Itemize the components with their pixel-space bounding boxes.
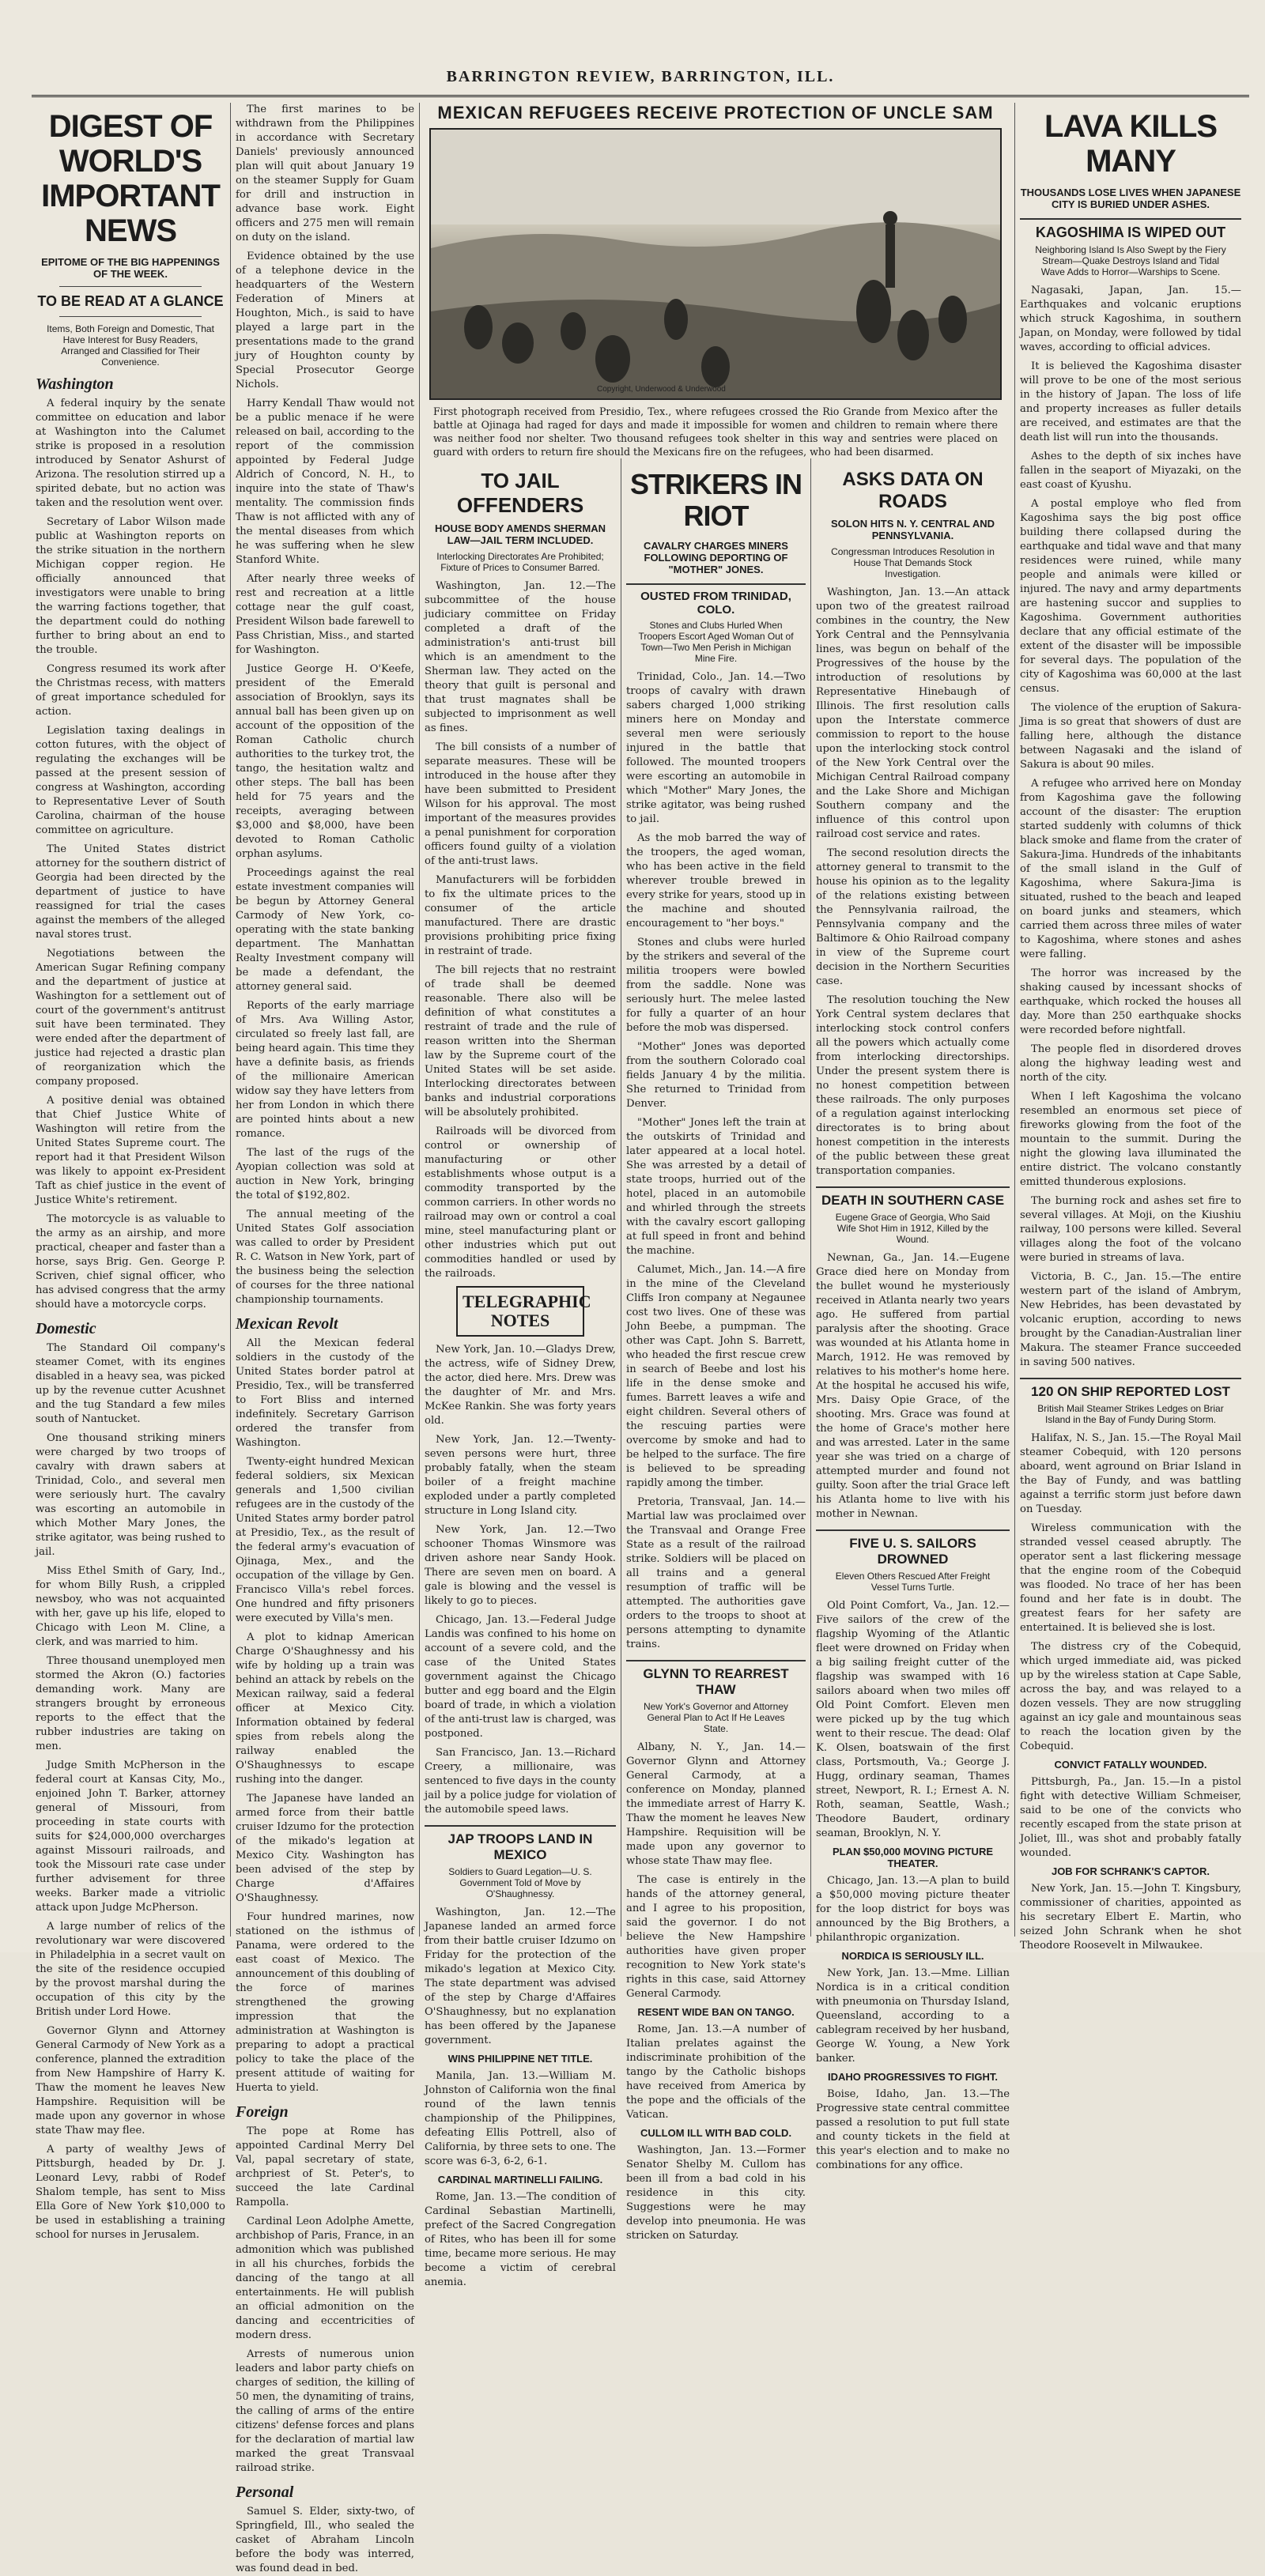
- article-paragraph: The annual meeting of the United States Golf association was called to order by President R. C. Watson in New York, part of the business being the selection of courses for the three national championship tournaments.: [236, 1209, 414, 1306]
- subheadline: TO BE READ AT A GLANCE: [37, 293, 224, 309]
- headline-sailors-drowned: FIVE U. S. SAILORS DROWNED: [816, 1529, 1010, 1567]
- article-paragraph: The Japanese have landed an armed force from their battle cruiser Idzumo for the protection of the mikado's legation at Mexico City. Washington has been advised of the step by Charge d'Affaires O'Shaughnessy.: [236, 1793, 414, 1904]
- article-paragraph: As the mob barred the way of the troopers, the aged woman, who has been active in the field wherever trouble brewed in every strike for years, stood up in the machine and shouted encouragement to "her boys.": [626, 832, 806, 930]
- deck: Stones and Clubs Hurled When Troopers Escort Aged Woman Out of Town—Two Men Perish in Michigan Mine Fire.: [638, 620, 794, 664]
- refugee-camp-photo: [429, 128, 1002, 400]
- article-paragraph: Trinidad, Colo., Jan. 14.—Two troops of cavalry with drawn sabers charged 1,000 striking miners here on Monday and several men were seriously injured in the battle that followed. The mounted troopers were escorting an automobile in which "Mother" Mary Jones, the strike agitator, was being rushed to jail.: [626, 671, 806, 825]
- article-paragraph: Proceedings against the real estate investment companies will be begun by Attorney General Carmody of New York, co-operating with the state banking department. The Manhattan Realty Investment company will be made a defendant, the attorney general said.: [236, 867, 414, 993]
- subheadline: KAGOSHIMA IS WIPED OUT: [1020, 218, 1241, 241]
- deck: CULLOM ILL WITH BAD COLD.: [640, 2127, 792, 2139]
- column-rule: [230, 103, 231, 1937]
- article-paragraph: "Mother" Jones left the train at the outskirts of Trinidad and later appeared at a local hotel. She was arrested by a detail of state troops, hurried out of the hotel, placed in an automobile and whirled through the streets with the cavalry escort galloping at full speed in front and behind the machine.: [626, 1117, 806, 1257]
- article-paragraph: It is believed the Kagoshima disaster will prove to be one of the most serious in the history of Japan. The loss of life and property increases as fuller details are received, and estimates are that the death list will run into the thousands.: [1020, 360, 1241, 443]
- article-paragraph: Stones and clubs were hurled by the strikers and several of the militia troopers were bowled from the saddle. None was seriously hurt. The melee lasted for fully a quarter of an hour before the mob was dispersed.: [626, 937, 806, 1034]
- article-paragraph: Congress resumed its work after the Christmas recess, with matters of great importance scheduled for action.: [36, 663, 225, 718]
- article-paragraph: Washington, Jan. 13.—Former Senator Shelby M. Cullom has been ill from a bad cold in his residence in this city. Suggestions were he may develop into pneumonia. He was stricken on Saturday.: [626, 2144, 806, 2242]
- article-paragraph: Arrests of numerous union leaders and labor party chiefs on charges of sedition, the killing of 50 men, the dynamiting of trains, the calling of arms of the entire citizens' defense forces and plans for the declaration of martial law marked the great Transvaal railroad strike.: [236, 2348, 414, 2474]
- article-paragraph: Four hundred marines, now stationed on the isthmus of Panama, were ordered to the east coast of Mexico. The announcement of this doubling of the force of marines strengthened the growing impression that the administration at Washington is preparing to adopt a practical policy to take the place of the present attitude of waiting for Huerta to yield.: [236, 1911, 414, 2094]
- article-paragraph: The last of the rugs of the Ayopian collection was sold at auction in New York, bringing the total of $192,802.: [236, 1147, 414, 1201]
- deck: Eugene Grace of Georgia, Who Said Wife Shot Him in 1912, Killed by the Wound.: [835, 1212, 991, 1245]
- article-paragraph: Miss Ethel Smith of Gary, Ind., for whom Billy Rush, a crippled newsboy, who was not acquainted with her, gave up his life, eloped to Chicago with Leon M. Cline, a clerk, and was married to him.: [36, 1565, 225, 1648]
- article-paragraph: The bill rejects that no restraint of trade shall be deemed reasonable. There also will be definition of what constitutes a restraint of trade and the rule of reason written into the Sherman law by the Supreme court of the United States will be set aside. Interlocking directorates between banks and industrial corporations will be absolutely prohibited.: [425, 964, 616, 1118]
- article-paragraph: Cardinal Leon Adolphe Amette, archbishop of Paris, France, in an admonition which was published in all his churches, forbids the dancing of the tango at all entertainments. He will publish an official admonition on the dancing and eccentricities of modern dress.: [236, 2216, 415, 2341]
- article-paragraph: Calumet, Mich., Jan. 14.—A fire in the mine of the Cleveland Cliffs Iron company at Negaunee cost two lives. One of these was John Beebe, a pumpman. The other was Capt. John S. Barrett, who headed the first rescue crew in search of Beebe and lost his life in the dense smoke and fumes. Barrett leaves a wife and eight children. Several others of the rescuing parties were overcome by smoke and had to be helped to the surface. The fire is believed to be spreading rapidly among the timber.: [626, 1264, 806, 1489]
- column-roads: [816, 462, 1010, 2171]
- article-paragraph: Secretary of Labor Wilson made public at Washington reports on the strike situation in the northern Michigan copper region. He officially announced that investigators were unable to bring the warring factions together, that the department could do nothing further to bring about an end to the trouble.: [36, 516, 225, 656]
- deck: Items, Both Foreign and Domestic, That Have Interest for Busy Readers, Arranged and Classified for Their Convenience.: [47, 323, 214, 368]
- article-paragraph: The pope at Rome has appointed Cardinal Merry Del Val, papal secretary of state, archpriest of St. Peter's, to succeed the late Cardinal Rampolla.: [236, 2125, 414, 2208]
- deck: JOB FOR SCHRANK'S CAPTOR.: [1051, 1865, 1210, 1877]
- section-heading: Foreign: [236, 2103, 289, 2121]
- article-paragraph: A positive denial was obtained that Chief Justice White of Washington will retire from the United States Supreme court. The report had it that President Wilson was likely to appoint ex-President Taft as chief justice in the event of Justice White's retirement.: [36, 1095, 225, 1206]
- article-paragraph: New York, Jan. 15.—John T. Kingsbury, commissioner of charities, appointed as his secretary Elbert E. Martin, who seized John Schrank when he shot Theodore Roosevelt in Milwaukee.: [1020, 1883, 1241, 1952]
- column-lava: [1020, 103, 1241, 1952]
- article-paragraph: Reports of the early marriage of Mrs. Ava Willing Astor, circulated so freely last fall, are being heard again. This time they have a definite basis, as friends of the millionaire American widow say they have letters from her from London in which there are pointed hints about a new romance.: [236, 1000, 414, 1140]
- article-paragraph: Pretoria, Transvaal, Jan. 14.—Martial law was proclaimed over the Transvaal and Orange Free State as a result of the railroad strike. Soldiers will be placed on all trains and a general resumption of traffic will be attempted. The authorities gave orders to the troops to shoot at persons attempting to dynamite trains.: [626, 1496, 806, 1650]
- divider: [59, 316, 202, 317]
- article-paragraph: Nagasaki, Japan, Jan. 15.—Earthquakes and volcanic eruptions which struck Kagoshima, in southern Japan, on Monday, were followed by tidal waves, according to official advices.: [1020, 285, 1241, 353]
- deck: Soldiers to Guard Legation—U. S. Government Told of Move by O'Shaughnessy.: [448, 1866, 592, 1899]
- deck: CAVALRY CHARGES MINERS FOLLOWING DEPORTING OF "MOTHER" JONES.: [644, 540, 788, 575]
- deck: PLAN $50,000 MOVING PICTURE THEATER.: [833, 1846, 993, 1869]
- article-paragraph: Samuel S. Elder, sixty-two, of Springfield, Ill., who sealed the casket of Abraham Lincoln before the body was interred, was found dead in bed.: [236, 2506, 414, 2574]
- article-paragraph: Rome, Jan. 13.—The condition of Cardinal Sebastian Martinelli, prefect of the Sacred Congregation of Rites, who has been ill for some time, became more serious. He may become a victim of cerebral anemia.: [425, 2191, 616, 2288]
- article-paragraph: Railroads will be divorced from control or ownership of manufacturing or other establishments whose output is a commodity transported by the common carriers. In other words no railroad may own or control a coal mine, steel manufacturing plant or other industries which put out commodities handled or used by the railroads.: [425, 1126, 616, 1280]
- article-paragraph: A party of wealthy Jews of Pittsburgh, headed by Dr. J. Leonard Levy, rabbi of Rodef Shalom temple, has sent to Miss Ella Gore of New York $10,000 to be used in establishing a training school for nurses in Jerusalem.: [36, 2144, 225, 2241]
- photo-credit: Copyright, Underwood & Underwood: [597, 385, 726, 394]
- photo-feature: [419, 103, 1012, 458]
- article-paragraph: New York, Jan. 12.—Twenty-seven persons were hurt, three probably fatally, when the steam boiler of a freight machine exploded under a partly completed structure in Long Island city.: [425, 1434, 616, 1517]
- photo-illustration: [431, 130, 1000, 398]
- deck: Interlocking Directorates Are Prohibited; Fixture of Prices to Consumer Barred.: [436, 551, 604, 573]
- article-paragraph: All the Mexican federal soldiers in the custody of the United States border patrol at Presidio, Tex., will be transferred to Fort Bliss and interned indefinitely. Secretary Garrison ordered the transfer from Washington.: [236, 1337, 414, 1449]
- article-paragraph: Washington, Jan. 12.—The subcommittee of the house judiciary committee on Friday completed a draft of the administration's anti-trust bill which is an amendment to the Sherman law. They acted on the theory that guilt is personal and that trust magnates shall be subjected to imprisonment as well as fines.: [425, 580, 616, 734]
- article-paragraph: A postal employe who fled from Kagoshima says the big post office building there collapsed during the earthquake and tidal wave and that many residences were ruined, while many people and animals were killed or injured. The navy and army departments are hastening succor and supplies to Kagoshima. Government authorities declare that any official estimate of the extent of the disaster will be impossible for several days. The population of the city of Kagoshima was 60,000 at the last census.: [1020, 498, 1241, 695]
- article-paragraph: Pittsburgh, Pa., Jan. 15.—In a pistol fight with detective William Schmeiser, said to be one of the convicts who recently escaped from the state prison at Joliet, Ill., was shot and probably fatally wounded.: [1020, 1776, 1241, 1859]
- section-heading: Domestic: [36, 1320, 96, 1337]
- article-paragraph: Governor Glynn and Attorney General Carmody of New York as a conference, planned the extradition from New Hampshire of Harry K. Thaw the moment he leaves New Hampshire. Requisition will be made upon any governor in whose state Thaw may flee.: [36, 2025, 225, 2137]
- article-paragraph: Albany, N. Y., Jan. 14.—Governor Glynn and Attorney General Carmody, at a conference on Monday, planned the immediate arrest of Harry K. Thaw the moment he leaves New Hampshire. Requisition will be made upon any governor to whose state Thaw may flee.: [626, 1741, 806, 1867]
- column-rule: [1014, 103, 1015, 1937]
- section-heading: Washington: [36, 375, 114, 393]
- deck: NORDICA IS SERIOUSLY ILL.: [841, 1950, 984, 1962]
- article-paragraph: Ashes to the depth of six inches have fallen in the seaport of Miyazaki, on the east coast of Kyushu.: [1020, 451, 1241, 491]
- article-paragraph: The Standard Oil company's steamer Comet, with its engines disabled in a heavy sea, was picked up by the revenue cutter Acushnet and the tug Standard a few miles south of Nantucket.: [36, 1342, 225, 1425]
- deck: WINS PHILIPPINE NET TITLE.: [447, 2053, 593, 2065]
- article-paragraph: After nearly three weeks of rest and recreation at a little cottage near the gulf coast, President Wilson bade farewell to Pass Christian, Miss., and started for Washington.: [236, 573, 414, 656]
- article-paragraph: New York, Jan. 10.—Gladys Drew, the actress, wife of Sidney Drew, the actor, died here. Mrs. Drew was the daughter of Mr. and Mrs. McKee Rankin. She was forty years old.: [425, 1344, 616, 1427]
- article-paragraph: A refugee who arrived here on Monday from Kagoshima gave the following account of the disaster: The eruption started suddenly with columns of thick black smoke and flame from the crater of Sakura-Jima. Hundreds of the inhabitants of the small island in the Gulf of Kagoshima, where Sakura-Jima is situated, rushed to the beach and leaped on board junks and steamers, which carried them across three miles of water to Kagoshima, where stones and ashes were falling.: [1020, 778, 1241, 960]
- column-rule: [810, 458, 811, 1937]
- deck: CONVICT FATALLY WOUNDED.: [1054, 1759, 1207, 1771]
- column-jail-offenders: [425, 462, 616, 2288]
- headline-jap-troops: JAP TROOPS LAND IN MEXICO: [425, 1825, 616, 1863]
- article-paragraph: A large number of relics of the revolutionary war were discovered in Philadelphia in a secret vault on the site of the residence occupied by the provost marshal during the occupation of this city by the British under Lord Howe.: [36, 1921, 225, 2018]
- article-paragraph: Washington, Jan. 13.—An attack upon two of the greatest railroad combines in the country, the New York Central and the Pennsylvania lines, was begun on behalf of the Progressives of the house by the introduction of resolutions by Representative Hinebaugh of Illinois. The first resolution calls upon the Interstate commerce commission to report to the house upon the interlocking stock control of the New York Central over the Michigan Central Railroad company and the Lake Shore and Michigan Southern company and the influence of this control upon railroad cost service and rates.: [816, 586, 1010, 840]
- article-paragraph: Newnan, Ga., Jan. 14.—Eugene Grace died here on Monday from the bullet wound he mysteriously received in Atlanta nearly two years ago. He suffered from partial paralysis after the shooting. Grace was wounded at his Atlanta home in March, 1912. He was removed by relatives to his mother's home here. At the hospital he accused his wife, Mrs. Daisy Opie Grace, of the shooting. Mrs. Grace was found at the home of Grace's mother here and was arrested. Later in the same year she was tried on a charge of attempted murder and found not guilty. Soon after the trial Grace left his Atlanta home to live with his mother in Newnan.: [816, 1252, 1010, 1520]
- article-paragraph: The bill consists of a number of separate measures. These will be introduced in the house after they have been submitted to President Wilson for his approval. The most important of the measures provides a penal punishment for corporation officers found guilty of a violation of the anti-trust laws.: [425, 741, 616, 867]
- photo-caption: First photograph received from Presidio, Tex., where refugees crossed the Rio Grande from Mexico after the battle at Ojinaga had raged for days and made it impossible for women and children to remain where there was neither food nor shelter. Two thousand refugees took shelter in this way and sentries were placed on guard with orders to return fire should the Mexicans fire on the refugees, who had been disarmed.: [433, 405, 998, 458]
- article-paragraph: A federal inquiry by the senate committee on education and labor at Washington into the Calumet strike is proposed in a resolution introduced by Senator Ashurst of Arizona. The resolution stirred up a spirited debate, but no action was taken and the resolution went over.: [36, 398, 225, 509]
- headline-ship-lost: 120 ON SHIP REPORTED LOST: [1020, 1378, 1241, 1400]
- article-paragraph: Boise, Idaho, Jan. 13.—The Progressive state central committee passed a resolution to put full state and county tickets in the field at this year's election and to make no combinations for any office.: [816, 2088, 1010, 2171]
- deck: Neighboring Island Is Also Swept by the Fiery Stream—Quake Destroys Island and Tidal Wave Adds to Horror—Warships to Scene.: [1035, 244, 1226, 277]
- deck: IDAHO PROGRESSIVES TO FIGHT.: [827, 2071, 998, 2083]
- deck: Congressman Introduces Resolution in House That Demands Stock Investigation.: [831, 546, 995, 579]
- section-heading: Personal: [236, 2484, 294, 2501]
- deck: SOLON HITS N. Y. CENTRAL AND PENNSYLVANIA.: [830, 518, 995, 541]
- deck: Eleven Others Rescued After Freight Vessel Turns Turtle.: [835, 1571, 991, 1593]
- article-paragraph: The people fled in disordered droves along the highway leading west and north of the city.: [1020, 1043, 1241, 1084]
- article-paragraph: Twenty-eight hundred Mexican federal soldiers, six Mexican generals and 1,500 civilian refugees are in the custody of the United States army border patrol at Presidio, Tex., as the result of the federal army's evacuation of Ojinaga, Mex., and the occupation of the village by Gen. Francisco Villa's rebel forces. One hundred and fifty prisoners were executed by Villa's men.: [236, 1456, 414, 1624]
- article-paragraph: Justice George H. O'Keefe, president of the Emerald association of Brooklyn, says its annual ball has been given up on account of the opposition of the Roman Catholic church authorities to the turkey trot, the tango, the hesitation waltz and other steps. The ball has been held for 75 years and the receipts, averaging between $3,000 and $8,000, have been devoted to Roman Catholic orphan asylums.: [236, 663, 414, 860]
- photo-title: MEXICAN REFUGEES RECEIVE PROTECTION OF UNCLE SAM: [437, 103, 994, 123]
- article-paragraph: Legislation taxing dealings in cotton futures, with the object of regulating the exchanges will be passed at the present session of congress at Washington, according to Representative Lever of South Carolina, chairman of the house committee on agriculture.: [36, 725, 225, 836]
- deck: British Mail Steamer Strikes Ledges on Briar Island in the Bay of Fundy During Storm.: [1037, 1403, 1224, 1425]
- article-paragraph: A plot to kidnap American Charge O'Shaughnessy and his wife by holding up a train was behind an attack by rebels on the Mexican railway, said a federal officer at Mexico City. Information obtained by federal spies from rebels along the railway enabled the O'Shaughnessys to escape rushing into the danger.: [236, 1631, 414, 1786]
- article-paragraph: Wireless communication with the stranded vessel ceased abruptly. The operator sent a last flickering message that the engine room of the Cobequid was flooded. No trace of her has been found and her fate is in doubt. The greatest fears for her safety are entertained. It is believed she is lost.: [1020, 1522, 1241, 1634]
- column-digest: [36, 103, 225, 2241]
- subheadline: OUSTED FROM TRINIDAD, COLO.: [626, 583, 806, 617]
- column-news-2: [236, 103, 415, 2574]
- deck: THOUSANDS LOSE LIVES WHEN JAPANESE CITY IS BURIED UNDER ASHES.: [1020, 187, 1241, 210]
- article-paragraph: The distress cry of the Cobequid, which urged immediate aid, was picked up by the wireless station at Cape Sable, across the bay, and was relayed to a dozen vessels. They are now struggling against an icy gale and mountainous seas to reach the location given by the Cobequid.: [1020, 1641, 1241, 1752]
- headline-digest: DIGEST OF WORLD'S IMPORTANT NEWS: [41, 109, 220, 248]
- divider: [59, 286, 202, 287]
- article-paragraph: Victoria, B. C., Jan. 15.—The entire western part of the island of Ambrym, New Hebrides, has been devastated by volcanic eruption, according to news brought by the Canadian-Australian liner Makura. The steamer France succeeded in saving 500 natives.: [1020, 1271, 1241, 1368]
- article-paragraph: "Mother" Jones was deported from the southern Colorado coal fields January 4 by the militia. She returned to Trinidad from Denver.: [626, 1041, 806, 1110]
- article-paragraph: One thousand striking miners were charged by two troops of cavalry with drawn sabers at Trinidad, Colo., and several men were seriously hurt. The cavalry was escorting an automobile in which Mother Mary Jones, the strike agitator, was being rushed to jail.: [36, 1432, 225, 1558]
- article-paragraph: Old Point Comfort, Va., Jan. 12.—Five sailors of the crew of the flagship Wyoming of the Atlantic fleet were drowned on Friday when a big sailing freight cutter of the flagship was swamped with 16 sailors aboard when two miles off Old Point Comfort. Eleven men were picked up by the tug which went to their rescue. The dead: Olaf K. Olsen, boatswain of the first class, Portsmouth, Va.; George J. Hugg, ordinary seaman, Thames street, Newport, R. I.; Ernest A. N. Roth, seaman, Seattle, Wash.; Theodore Baudert, ordinary seaman, Brooklyn, N. Y.: [816, 1600, 1010, 1839]
- article-paragraph: Negotiations between the American Sugar Refining company and the department of justice at Washington for a settlement out of court of the government's antitrust suit have been terminated. They were ended after the department of justice had rejected a drastic plan of reorganization which the company proposed.: [36, 948, 225, 1088]
- article-paragraph: The second resolution directs the attorney general to transmit to the house his opinion as to the legality of the relations existing between the Pennsylvania railroad, the Pennsylvania company and the Baltimore & Ohio Railroad company in view of the Supreme court decision in the Northern Securities case.: [816, 847, 1010, 987]
- article-paragraph: Rome, Jan. 13.—A number of Italian prelates against the indiscriminate prohibition of the tango by the Catholic bishops have received from America by the pope and the officials of the Vatican.: [626, 2023, 806, 2121]
- article-paragraph: The motorcycle is as valuable to the army as an airship, and more practical, cheaper and faster than a horse, says Brig. Gen. George P. Scriven, chief signal officer, who has advised congress that the army should have a motorcycle corps.: [36, 1213, 225, 1311]
- article-paragraph: New York, Jan. 13.—Mme. Lillian Nordica is in a critical condition with pneumonia on Thursday Island, Queensland, according to a cablegram received by her husband, George W. Young, a New York banker.: [816, 1967, 1010, 2065]
- article-paragraph: Washington, Jan. 12.—The Japanese landed an armed force from their battle cruiser Idzumo on Friday for the protection of the mikado's legation at Mexico City. The state department was advised of the step by Charge d'Affaires O'Shaughnessy, but no explanation has been offered by the Japanese government.: [425, 1907, 616, 2046]
- deck: HOUSE BODY AMENDS SHERMAN LAW—JAIL TERM INCLUDED.: [435, 522, 606, 546]
- article-paragraph: The case is entirely in the hands of the attorney general, and I agree to his proposition, said the governor. I do not believe the New Hampshire authorities have given proper recognition to New York state's rights in this case, said Attorney General Carmody.: [626, 1874, 806, 2000]
- deck: EPITOME OF THE BIG HAPPENINGS OF THE WEEK.: [41, 256, 220, 280]
- section-heading: Mexican Revolt: [236, 1315, 338, 1333]
- deck: New York's Governor and Attorney General Plan to Act If He Leaves State.: [643, 1701, 789, 1734]
- headline-strikers: STRIKERS IN RIOT: [629, 468, 802, 532]
- deck: RESENT WIDE BAN ON TANGO.: [637, 2006, 795, 2018]
- article-paragraph: Halifax, N. S., Jan. 15.—The Royal Mail steamer Cobequid, with 120 persons aboard, went aground on Briar Island in the Bay of Fundy, and was battling against a terrific storm just before dawn on Tuesday.: [1020, 1432, 1241, 1515]
- article-paragraph: The United States district attorney for the southern district of Georgia had been directed by the department of justice to have reassigned for trial the cases against the members of the alleged naval stores trust.: [36, 843, 225, 941]
- article-paragraph: Evidence obtained by the use of a telephone device in the headquarters of the Western Federation of Miners at Houghton, Mich., is said to have played a large part in the presentations made to the grand jury of Houghton county by Special Prosecutor George Nichols.: [236, 251, 414, 390]
- article-paragraph: Manila, Jan. 13.—William M. Johnston of California won the final round of the lawn tennis championship of the Philippines, defeating Ellis Pottrell, also of California, by three sets to one. The score was 6-3, 6-2, 6-1.: [425, 2070, 616, 2167]
- article-paragraph: The violence of the eruption of Sakura-Jima is so great that showers of dust are falling here, although the distance between Nagasaki and the island of Sakura is about 90 miles.: [1020, 702, 1241, 771]
- masthead-rule: [32, 95, 1249, 100]
- column-strikers: [626, 462, 806, 2242]
- article-paragraph: Chicago, Jan. 13.—A plan to build a $50,000 moving picture theater for the loop district for boys was announced by the Big Brothers, a philanthropic organization.: [816, 1875, 1010, 1944]
- article-paragraph: The first marines to be withdrawn from the Philippines in accordance with Secretary Daniels' previously announced plan will quit about January 19 on the steamer Supply for Guam for drill and instruction in advance base work. Eight officers and 275 men will remain on duty on the island.: [236, 104, 414, 243]
- article-paragraph: Manufacturers will be forbidden to fix the ultimate prices to the consumer of the article manufactured. There are drastic provisions prohibiting price fixing in restraint of trade.: [425, 874, 616, 957]
- headline-glynn-thaw: GLYNN TO REARREST THAW: [626, 1660, 806, 1698]
- headline-roads: ASKS DATA ON ROADS: [842, 469, 984, 512]
- article-paragraph: Judge Smith McPherson in the federal court at Kansas City, Mo., enjoined John T. Barker, attorney general of Missouri, from proceeding in state courts with suits for $24,000,000 overcharges against Missouri railroads, and took the Missouri rate case under further advisement for three weeks. Barker made a vitriolic attack upon Judge McPherson.: [36, 1759, 225, 1914]
- headline-southern-case: DEATH IN SOUTHERN CASE: [816, 1186, 1010, 1209]
- deck: CARDINAL MARTINELLI FAILING.: [437, 2174, 603, 2186]
- article-paragraph: When I left Kagoshima the volcano resembled an enormous set piece of fireworks glowing from the foot of the mountain to the summit. During the night the glowing lava illuminated the entire district. The volcano constantly emitted thunderous explosions.: [1020, 1091, 1241, 1188]
- article-paragraph: The resolution touching the New York Central system declares that interlocking stock control confers all the powers which actually come from interlocking directorships. Under the present system there is no honest competition between these railroads. The only purposes of a regulation against interlocking directorates is to bring about honest competition in the interests of the public between these great transportation companies.: [816, 994, 1010, 1177]
- telegraphic-notes-box: TELEGRAPHIC NOTES: [456, 1286, 584, 1337]
- article-paragraph: New York, Jan. 12.—Two schooner Thomas Winsmore was driven ashore near Sandy Hook. There are seven men on board. A gale is blowing and the vessel is likely to go to pieces.: [425, 1524, 616, 1607]
- article-paragraph: Harry Kendall Thaw would not be a public menace if he were released on bail, according to the report of the commission appointed by Federal Judge Aldrich of Concord, N. H., to inquire into the state of Thaw's mentality. The commission finds Thaw is not afflicted with any of the mental diseases from which he was suffering when he slew Stanford White.: [236, 398, 414, 566]
- article-paragraph: San Francisco, Jan. 13.—Richard Creery, a millionaire, was sentenced to five days in the county jail by a police judge for violation of the automobile speed laws.: [425, 1747, 616, 1816]
- article-paragraph: Chicago, Jan. 13.—Federal Judge Landis was confined to his home on account of a severe cold, and the case of the United States government against the Chicago butter and egg board and the Elgin board of trade, in which a violation of the anti-trust law is charged, was postponed.: [425, 1614, 616, 1740]
- headline-jail-offenders: TO JAIL OFFENDERS: [456, 469, 584, 517]
- article-paragraph: The horror was increased by the shaking caused by incessant shocks of earthquake, which rocked the houses all day. More than 250 earthquake shocks were recorded before nightfall.: [1020, 967, 1241, 1036]
- masthead: BARRINGTON REVIEW, BARRINGTON, ILL.: [446, 68, 835, 85]
- article-paragraph: Three thousand unemployed men stormed the Akron (O.) factories demanding work. Many are strangers brought by erroneous reports to the effect that the rubber industries are taking on men.: [36, 1655, 225, 1752]
- headline-lava: LAVA KILLS MANY: [1044, 109, 1218, 179]
- article-paragraph: The burning rock and ashes set fire to several villages. At Moji, on the Kiushiu railway, 100 persons were killed. Several villages along the foot of the volcano were buried in streams of lava.: [1020, 1195, 1241, 1264]
